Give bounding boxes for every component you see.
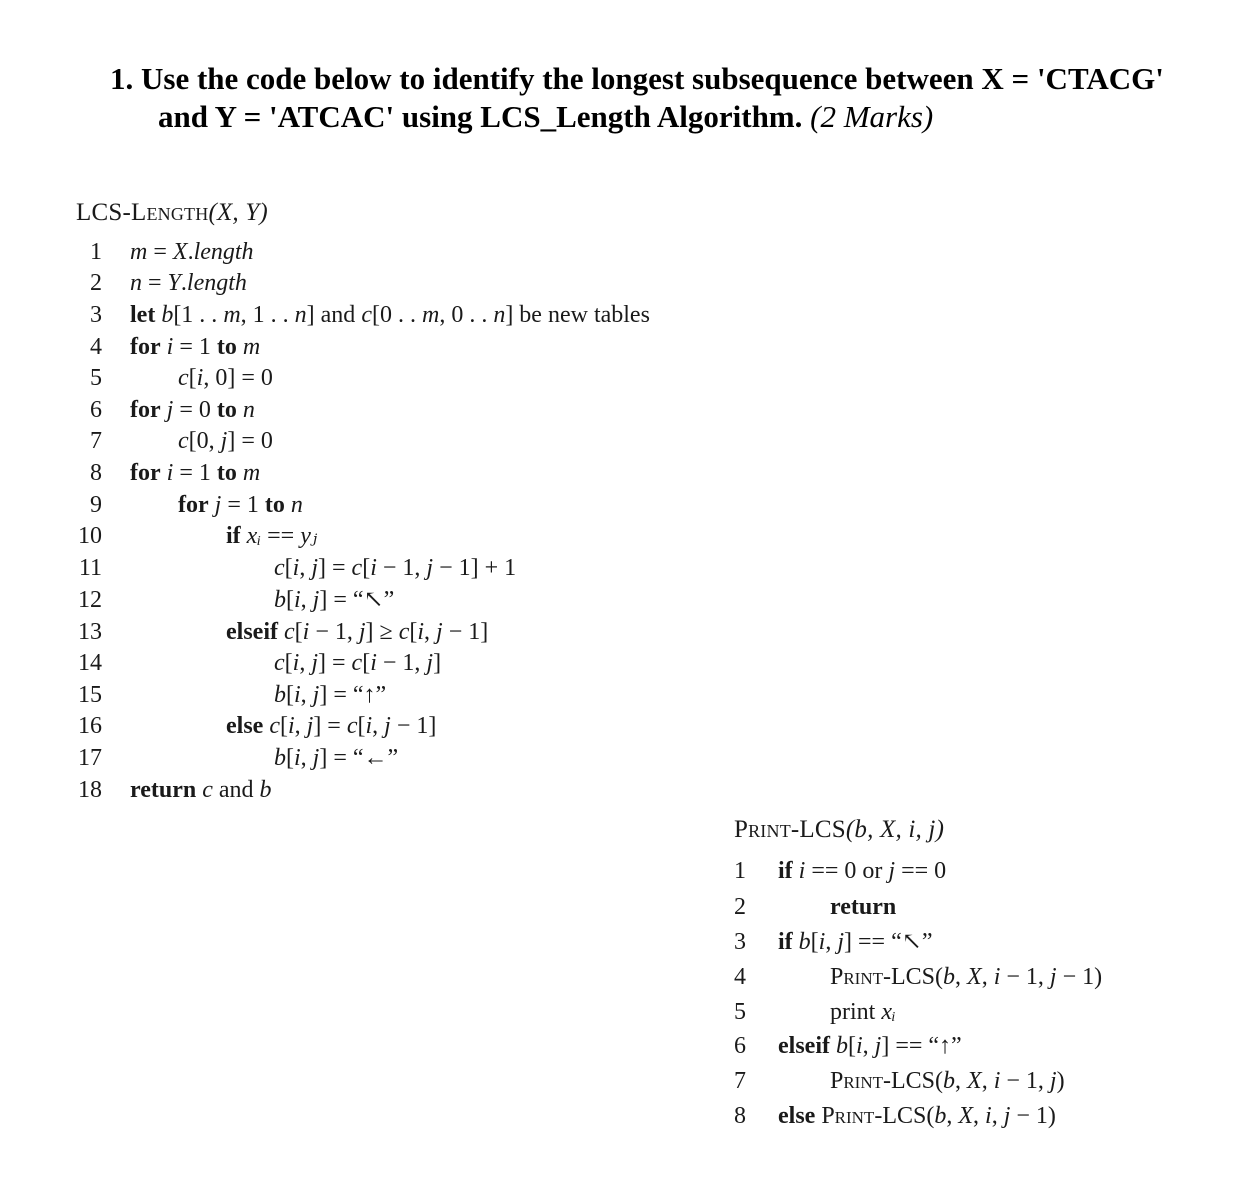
lcs-length-line-number: 17 — [78, 745, 102, 771]
lcs-length-line-code: else c[i, j] = c[i, j − 1] — [226, 713, 437, 739]
lcs-length-line-number: 10 — [78, 523, 102, 549]
lcs-length-line-code: m = X.length — [130, 239, 254, 265]
lcs-length-line-code: c[0, j] = 0 — [178, 428, 273, 454]
print-lcs-line-code: if i == 0 or j == 0 — [778, 858, 947, 884]
question-line-1: 1. Use the code below to identify the longest subsequence between X = 'CTACG' — [110, 61, 1164, 96]
lcs-length-title — [76, 198, 268, 228]
lcs-length-line-code: c[i, j] = c[i − 1, j] — [274, 650, 442, 676]
question-marks: (2 Marks) — [810, 99, 934, 134]
print-lcs-line-number: 5 — [734, 999, 746, 1025]
question-line-2-text: and Y = 'ATCAC' using LCS_Length Algorithm. — [158, 99, 803, 134]
lcs-length-line-code: c[i, 0] = 0 — [178, 365, 273, 391]
lcs-length-line-code: b[i, j] = “←” — [274, 745, 399, 771]
print-lcs-line-number: 1 — [734, 858, 746, 884]
lcs-length-line-number: 1 — [90, 239, 102, 265]
lcs-length-line-code: let b[1 . . m, 1 . . n] and c[0 . . m, 0 . . n] be new tables — [130, 302, 650, 328]
lcs-length-line-code: for j = 0 to n — [130, 397, 255, 423]
print-lcs-line-code: Print-LCS(b, X, i − 1, j) — [830, 1068, 1065, 1094]
print-lcs-title-args: (b, X, i, j) — [845, 816, 945, 843]
print-lcs-line-number: 6 — [734, 1033, 746, 1059]
question-line-2 — [110, 98, 1240, 136]
lcs-length-line-code: for i = 1 to m — [130, 460, 261, 486]
lcs-length-line-number: 5 — [90, 365, 102, 391]
lcs-length-line-code: for j = 1 to n — [178, 492, 303, 518]
lcs-length-line-number: 6 — [90, 397, 102, 423]
print-lcs-line-number: 4 — [734, 964, 746, 990]
print-lcs-line-code: if b[i, j] == “↖” — [778, 929, 933, 955]
print-lcs-line-number: 8 — [734, 1103, 746, 1129]
lcs-length-line-code: elseif c[i − 1, j] ≥ c[i, j − 1] — [226, 619, 489, 645]
print-lcs-line-code: else Print-LCS(b, X, i, j − 1) — [778, 1103, 1056, 1129]
print-lcs-line-code: print xᵢ — [830, 999, 896, 1025]
lcs-length-title-args: (X, Y) — [208, 199, 268, 226]
lcs-length-title-name: LCS-Length — [76, 199, 209, 226]
lcs-length-line-code: return c and b — [130, 777, 272, 803]
print-lcs-line-number: 3 — [734, 929, 746, 955]
print-lcs-line-number: 2 — [734, 894, 746, 920]
print-lcs-line-code: return — [830, 894, 897, 920]
print-lcs-title-name: Print-LCS — [734, 816, 846, 843]
lcs-length-line-code: for i = 1 to m — [130, 334, 261, 360]
lcs-length-line-number: 2 — [90, 270, 102, 296]
lcs-length-line-code: c[i, j] = c[i − 1, j − 1] + 1 — [274, 555, 517, 581]
print-lcs-title — [734, 815, 944, 845]
print-lcs-line-number: 7 — [734, 1068, 746, 1094]
lcs-length-line-code: if xᵢ == yⱼ — [226, 523, 318, 549]
print-lcs-line-code: elseif b[i, j] == “↑” — [778, 1033, 962, 1059]
lcs-length-line-code: b[i, j] = “↖” — [274, 587, 395, 613]
lcs-length-line-number: 14 — [78, 650, 102, 676]
lcs-length-line-number: 15 — [78, 682, 102, 708]
question-text — [110, 60, 1240, 136]
lcs-length-line-number: 3 — [90, 302, 102, 328]
lcs-length-line-number: 16 — [78, 713, 102, 739]
lcs-length-line-number: 18 — [78, 777, 102, 803]
lcs-length-line-number: 11 — [78, 555, 102, 581]
lcs-length-line-number: 4 — [90, 334, 102, 360]
lcs-length-line-number: 12 — [78, 587, 102, 613]
lcs-length-line-number: 9 — [90, 492, 102, 518]
print-lcs-line-code: Print-LCS(b, X, i − 1, j − 1) — [830, 964, 1103, 990]
lcs-length-line-code: b[i, j] = “↑” — [274, 682, 387, 708]
lcs-length-line-code: n = Y.length — [130, 270, 247, 296]
lcs-length-line-number: 7 — [90, 428, 102, 454]
lcs-length-line-number: 13 — [78, 619, 102, 645]
lcs-length-line-number: 8 — [90, 460, 102, 486]
